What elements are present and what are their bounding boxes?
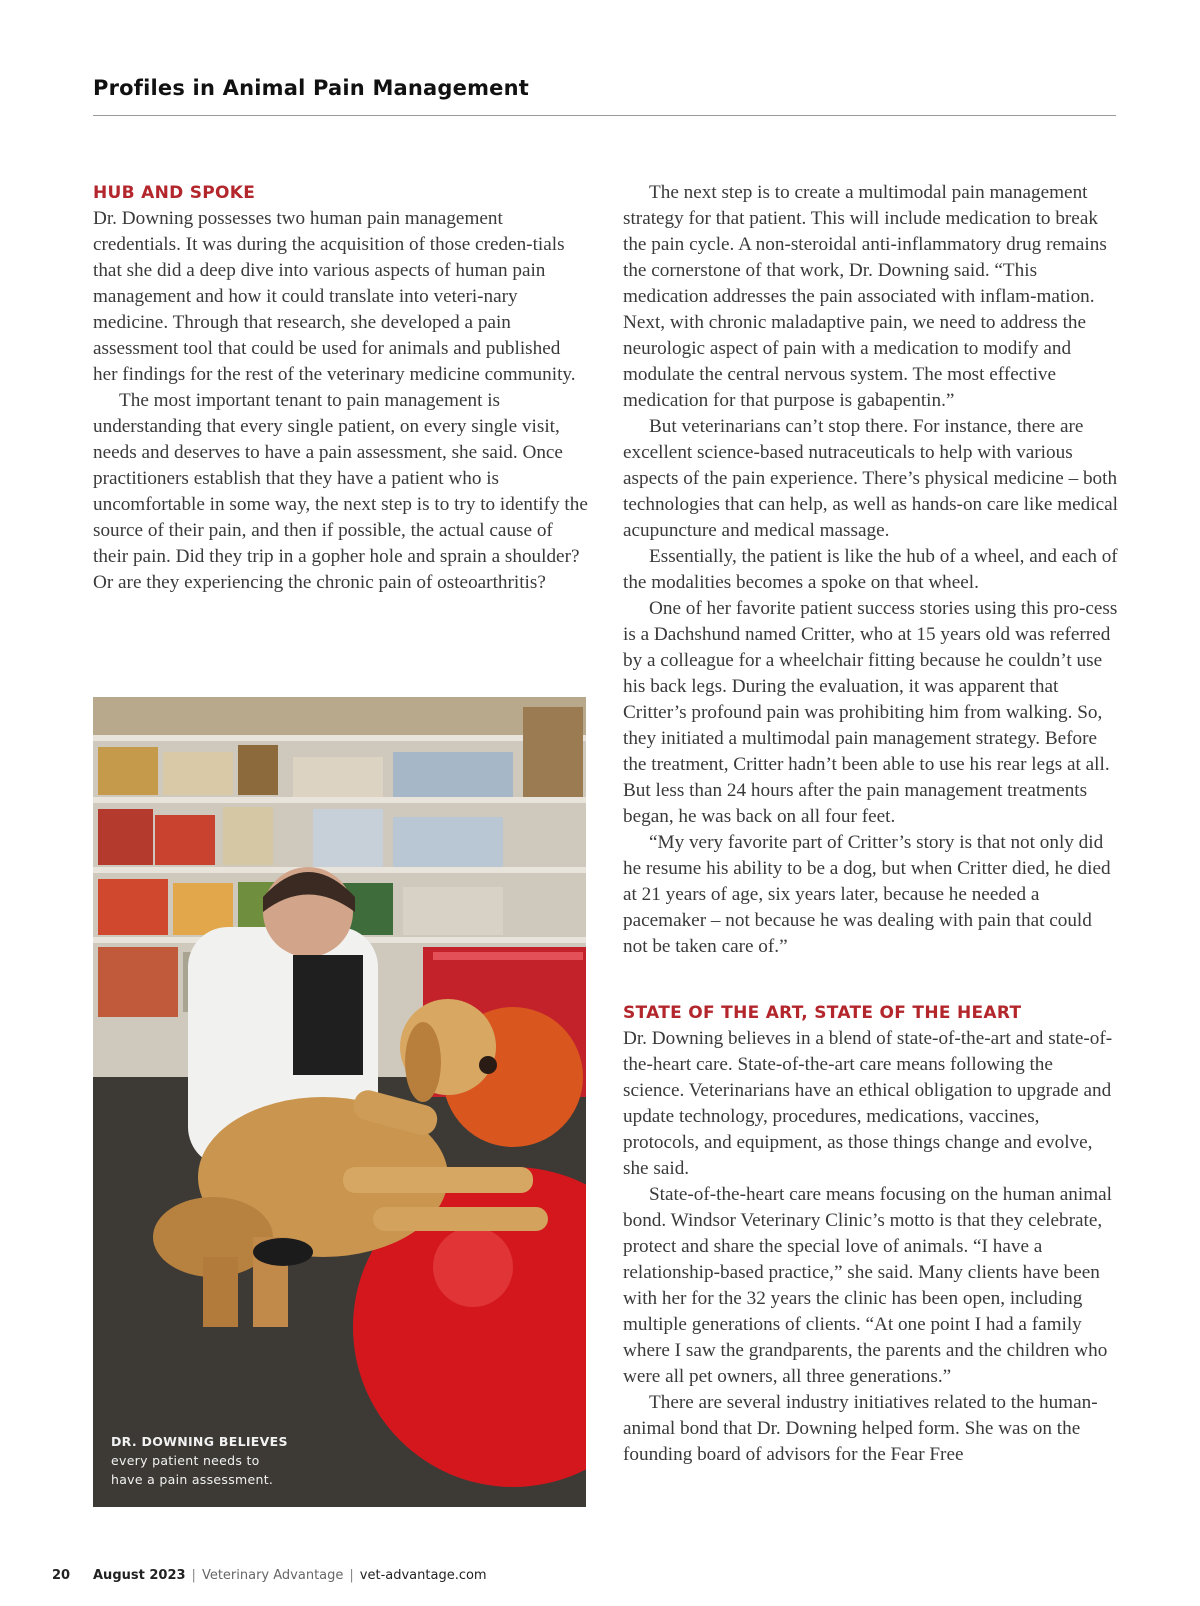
section-heading-hub-and-spoke: HUB AND SPOKE — [93, 183, 256, 203]
photo-caption — [111, 1432, 288, 1489]
page-header-title: Profiles in Animal Pain Management — [93, 76, 530, 100]
caption-title: DR. DOWNING BELIEVES — [111, 1434, 288, 1449]
issue-date: August 2023 — [93, 1568, 186, 1583]
section-heading-state-of-the-art: STATE OF THE ART, STATE OF THE HEART — [623, 1003, 1022, 1023]
paragraph: “My very favorite part of Critter’s story is that not only did he resume his ability to be a dog, but when Critter died, he died at 21 years of age, six years later, because he needed a pacemaker – not because he was dealing with pain that could not be taken care of.” — [623, 832, 1111, 957]
photo-vet-with-golden-retriever — [93, 697, 586, 1507]
paragraph: One of her favorite patient success stories using this pro-cess is a Dachshund named Critter, who at 15 years old was referred by a colleague for a wheelchair fitting because he couldn’t use his back legs. During the evaluation, it was apparent that Critter’s profound pain was prohibiting him from walking. So, they initiated a multimodal pain management strategy. Before the treatment, Critter hadn’t been able to use his rear legs at all. But less than 24 hours after the pain management treatments began, he was back on all four feet. — [623, 598, 1118, 827]
paragraph: The next step is to create a multimodal pain management strategy for that patient. This will include medication to break the pain cycle. A non-steroidal anti-inflammatory drug remains the cornerstone of that work, Dr. Downing said. “This medication addresses the pain associated with inflam-mation. Next, with chronic maladaptive pain, we need to address the neurologic aspect of pain with a medication to modify and modulate the central nervous system. The most effective medication for that purpose is gabapentin.” — [623, 182, 1107, 411]
left-column — [93, 180, 588, 596]
paragraph: There are several industry initiatives related to the human-animal bond that Dr. Downing helped form. She was on the founding board of advisors for the Fear Free — [623, 1392, 1098, 1465]
article-photo — [93, 697, 586, 1507]
caption-line: every patient needs to — [111, 1453, 260, 1468]
footer-separator: | — [191, 1568, 196, 1583]
paragraph: The most important tenant to pain management is understanding that every single patient, on every single visit, needs and deserves to have a pain assessment, she said. Once practitioners establish that they have a patient who is uncomfortable in some way, the next step is to try to identify the source of their pain, and then if possible, the actual cause of their pain. Did they trip in a gopher hole and sprain a shoulder? Or are they experiencing the chronic pain of osteoarthritis? — [93, 390, 588, 593]
page-footer — [52, 1568, 487, 1583]
page-number: 20 — [52, 1568, 71, 1583]
magazine-name: Veterinary Advantage — [201, 1568, 344, 1583]
footer-separator: | — [349, 1568, 354, 1583]
paragraph: Dr. Downing possesses two human pain management credentials. It was during the acquisition of those creden-tials that she did a deep dive into various aspects of human pain management and how it could translate into veteri-nary medicine. Through that research, she developed a pain assessment tool that could be used for animals and published her findings for the rest of the veterinary medicine community. — [93, 208, 576, 385]
right-column — [623, 180, 1118, 1468]
header-divider — [93, 115, 1116, 116]
website-link[interactable]: vet-advantage.com — [359, 1568, 487, 1583]
paragraph: State-of-the-heart care means focusing on the human animal bond. Windsor Veterinary Clinic’s motto is that they celebrate, protect and share the special love of animals. “I have a relationship-based practice,” she said. Many clients have been with her for the 32 years the clinic has been open, including multiple generations of clients. “At one point I had a family where I saw the grandparents, the parents and the children who were all pet owners, all three generations.” — [623, 1184, 1112, 1387]
paragraph: Dr. Downing believes in a blend of state-of-the-art and state-of-the-heart care. State-of-the-art care means following the science. Veterinarians have an ethical obligation to upgrade and update technology, procedures, medications, vaccines, protocols, and equipment, as those things change and evolve, she said. — [623, 1028, 1113, 1179]
paragraph: Essentially, the patient is like the hub of a wheel, and each of the modalities becomes a spoke on that wheel. — [623, 546, 1118, 593]
paragraph: But veterinarians can’t stop there. For instance, there are excellent science-based nutraceuticals to help with various aspects of the pain experience. There’s physical medicine – both technologies that can help, as well as hands-on care like medical acupuncture and medical massage. — [623, 416, 1118, 541]
caption-line: have a pain assessment. — [111, 1472, 274, 1487]
